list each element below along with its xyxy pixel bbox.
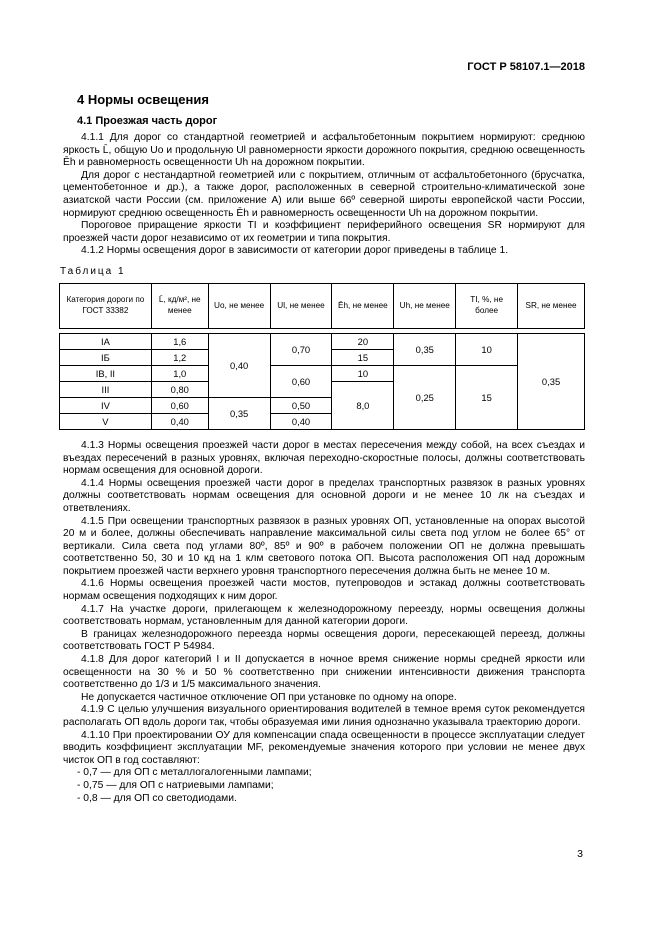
paragraph-threshold-increment: Пороговое приращение яркости TI и коэффициент периферийного освещения SR нормируют для проезжей части дорог независимо от их геометрии и типа покрытия. bbox=[63, 220, 585, 244]
cell-luminance: 0,60 bbox=[151, 397, 208, 413]
paragraph-4-1-8: 4.1.8 Для дорог категорий I и II допускается в ночное время снижение нормы средней яркости или освещенности на 30 % и 50 % соответственно при снижении интенсивности движения транспорта соответственно до 1/3 и 1/5 максимального значения. bbox=[63, 654, 585, 691]
cell-uh: 0,25 bbox=[394, 365, 456, 429]
list-item: - 0,8 — для ОП со светодиодами. bbox=[77, 792, 237, 804]
cell-ti: 10 bbox=[456, 333, 518, 365]
cell-luminance: 0,40 bbox=[151, 413, 208, 429]
paragraph-partial-shutdown: Не допускается частичное отключение ОП при установке по одному на опоре. bbox=[81, 691, 457, 703]
paragraph-4-1-10: 4.1.10 При проектировании ОУ для компенсации спада освещенности в процессе эксплуатации следует вводить коэффициент эксплуатации MF, рекомендуемые значения которого при условии не менее двух чисток ОП в год составляют: bbox=[63, 729, 585, 766]
paragraph-4-1-9: 4.1.9 С целью улучшения визуального ориентирования водителей в темное время суток рекомендуется располагать ОП вдоль дороги так, чтобы образуемая ими линия однозначно указывала траекторию дороги. bbox=[63, 704, 585, 728]
cell-luminance: 1,6 bbox=[151, 333, 208, 349]
cell-category: IВ, II bbox=[60, 365, 152, 381]
cell-luminance: 0,80 bbox=[151, 381, 208, 397]
cell-luminance: 1,2 bbox=[151, 349, 208, 365]
cell-eh: 20 bbox=[332, 333, 394, 349]
paragraph-4-1-1: 4.1.1 Для дорог со стандартной геометрией и асфальтобетонным покрытием нормируют: среднюю яркость L̄, общую Uo и продольную Ul равномерности яркости дорожного покрытия, среднюю освещенность Ēh и равномерность освещенности Uh на дорожном покрытии. bbox=[63, 132, 585, 169]
paragraph-4-1-6: 4.1.6 Нормы освещения проезжей части мостов, путепроводов и эстакад должны соответствовать нормам освещения подходящих к ним дорог. bbox=[63, 578, 585, 603]
header-eh: Ēh, не менее bbox=[332, 283, 394, 328]
table-caption: Таблица 1 bbox=[60, 265, 126, 277]
header-sr: SR, не менее bbox=[518, 283, 585, 328]
header-category: Категория дороги по ГОСТ 33382 bbox=[60, 283, 152, 328]
cell-category: IА bbox=[60, 333, 152, 349]
paragraph-4-1-4: 4.1.4 Нормы освещения проезжей части дорог в пределах транспортных развязок в разных уровнях должны соответствовать нормам освещения для основной дороги и не менее 10 лк на съездах и ответвлениях. bbox=[63, 477, 585, 514]
paragraph-4-1-3: 4.1.3 Нормы освещения проезжей части дорог в местах пересечения между собой, на всех съездах и въездах пересечений в разных уровнях, включая переходно-скоростные полосы, должны соответствовать нормам освещения для основной дороги. bbox=[63, 439, 585, 477]
table-row bbox=[60, 365, 585, 381]
paragraph-4-1-5: 4.1.5 При освещении транспортных развязок в разных уровнях ОП, установленные на опорах высотой 20 м и более, должны обеспечивать направление максимальной силы света под углом не более 65° от вертикали. Сила света под углами 80º, 85º и 90º в рабочем положении ОП не должна превышать соответственно 50, 30 и 10 кд на 1 клм светового потока ОП. Высота расположения ОП над дорожным покрытием проезжей части верхнего уровня транспортного пересечения должна быть не менее 10 м. bbox=[63, 515, 585, 577]
paragraph-4-1-2: 4.1.2 Нормы освещения дорог в зависимости от категории дорог приведены в таблице 1. bbox=[81, 245, 509, 257]
lighting-norms-table bbox=[59, 283, 585, 430]
paragraph-nonstandard-roads: Для дорог с нестандартной геометрией или с покрытием, отличным от асфальтобетонного (брусчатка, цементобетонное и др.), а также дорог, расположенных в северной строительно-климатической зоне азиатской части России (см. приложение А) или выше 66º северной широты европейской части России, нормируют среднюю освещенность Ēh и равномерность освещенности Uh на дорожном покрытии. bbox=[63, 169, 585, 219]
cell-eh: 8,0 bbox=[332, 381, 394, 429]
list-item: - 0,75 — для ОП с натриевыми лампами; bbox=[77, 779, 274, 791]
cell-eh: 15 bbox=[332, 349, 394, 365]
cell-eh: 10 bbox=[332, 365, 394, 381]
list-item: - 0,7 — для ОП с металлогалогенными лампами; bbox=[77, 767, 312, 779]
subsection-title: 4.1 Проезжая часть дорог bbox=[77, 115, 218, 127]
document-id: ГОСТ Р 58107.1—2018 bbox=[467, 61, 585, 73]
page-number: 3 bbox=[577, 848, 583, 860]
cell-category: IБ bbox=[60, 349, 152, 365]
table-header-row bbox=[60, 283, 585, 328]
page-content bbox=[60, 92, 585, 805]
header-uh: Uh, не менее bbox=[394, 283, 456, 328]
header-luminance: L̄, кд/м², не менее bbox=[151, 283, 208, 328]
cell-category: V bbox=[60, 413, 152, 429]
cell-uo: 0,40 bbox=[208, 333, 270, 397]
cell-ul: 0,40 bbox=[270, 413, 332, 429]
cell-ul: 0,60 bbox=[270, 365, 332, 397]
cell-uo: 0,35 bbox=[208, 397, 270, 429]
paragraph-railway-crossing: В границах железнодорожного переезда нормы освещения дороги, пересекающей переезд, должны соответствовать ГОСТ Р 54984. bbox=[63, 628, 585, 653]
header-ti: TI, %, не более bbox=[456, 283, 518, 328]
cell-uh: 0,35 bbox=[394, 333, 456, 365]
header-uo: Uo, не менее bbox=[208, 283, 270, 328]
cell-category: IV bbox=[60, 397, 152, 413]
cell-luminance: 1,0 bbox=[151, 365, 208, 381]
cell-ti: 15 bbox=[456, 365, 518, 429]
cell-ul: 0,50 bbox=[270, 397, 332, 413]
cell-sr: 0,35 bbox=[518, 333, 585, 429]
section-title: 4 Нормы освещения bbox=[77, 92, 209, 107]
paragraph-4-1-7: 4.1.7 На участке дороги, прилегающем к железнодорожному переезду, нормы освещения должны соответствовать нормам, установленным для данной категории дороги. bbox=[63, 603, 585, 628]
cell-category: III bbox=[60, 381, 152, 397]
header-ul: Ul, не менее bbox=[270, 283, 332, 328]
table-row bbox=[60, 333, 585, 349]
cell-ul: 0,70 bbox=[270, 333, 332, 365]
